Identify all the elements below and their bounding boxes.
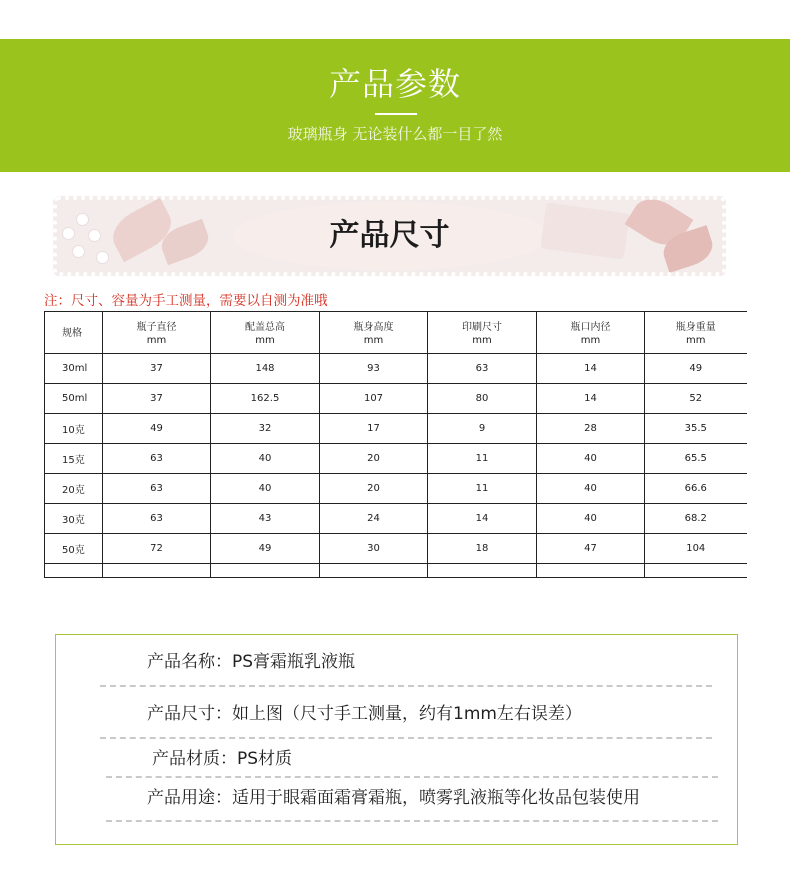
value-cell: 63 [103,474,211,504]
title-underline [375,113,417,115]
spec-cell: 15克 [45,444,103,474]
value-cell [645,564,747,578]
header-banner [0,39,790,172]
page-subtitle: 玻璃瓶身 无论装什么都一目了然 [287,125,503,143]
value-cell: 80 [428,384,537,414]
table-row [45,384,747,414]
product-usage: 产品用途：适用于眼霜面霜膏霜瓶，喷雾乳液瓶等化妆品包装使用 [147,788,640,808]
column-header: 规格 [45,312,103,354]
value-cell: 14 [537,384,645,414]
value-cell: 9 [428,414,537,444]
page-title: 产品参数 [328,65,461,103]
table-row [45,354,747,384]
value-cell: 20 [320,474,428,504]
value-cell: 37 [103,384,211,414]
table-row [45,504,747,534]
value-cell: 14 [537,354,645,384]
value-cell: 49 [645,354,747,384]
column-header: 瓶身重量 mm [645,312,747,354]
value-cell: 18 [428,534,537,564]
value-cell: 40 [211,444,320,474]
value-cell: 40 [537,444,645,474]
measurement-note: 注：尺寸、容量为手工测量，需要以自测为准哦 [44,293,328,309]
value-cell: 63 [428,354,537,384]
value-cell: 47 [537,534,645,564]
value-cell: 93 [320,354,428,384]
spec-cell: 50克 [45,534,103,564]
divider [106,820,718,822]
table-row [45,534,747,564]
divider [100,737,712,739]
value-cell: 72 [103,534,211,564]
spec-cell: 50ml [45,384,103,414]
spec-cell: 30ml [45,354,103,384]
divider [106,776,718,778]
value-cell: 40 [211,474,320,504]
product-material: 产品材质：PS材质 [152,749,293,769]
value-cell [537,564,645,578]
divider [100,685,712,687]
column-header: 配盖总高 mm [211,312,320,354]
value-cell: 65.5 [645,444,747,474]
value-cell [103,564,211,578]
value-cell: 68.2 [645,504,747,534]
table-row [45,444,747,474]
value-cell: 32 [211,414,320,444]
value-cell: 24 [320,504,428,534]
column-header: 瓶子直径 mm [103,312,211,354]
value-cell [211,564,320,578]
value-cell: 107 [320,384,428,414]
product-name: 产品名称：PS膏霜瓶乳液瓶 [147,652,356,672]
value-cell [320,564,428,578]
value-cell: 40 [537,474,645,504]
value-cell: 49 [103,414,211,444]
table-header-row [45,312,747,354]
value-cell: 49 [211,534,320,564]
column-header: 印刷尺寸 mm [428,312,537,354]
spec-cell [45,564,103,578]
value-cell: 63 [103,504,211,534]
spec-cell: 30克 [45,504,103,534]
value-cell: 14 [428,504,537,534]
value-cell: 28 [537,414,645,444]
value-cell: 40 [537,504,645,534]
product-size: 产品尺寸：如上图（尺寸手工测量，约有1mm左右误差） [147,704,582,724]
size-spec-table [44,311,747,578]
value-cell: 11 [428,474,537,504]
value-cell: 63 [103,444,211,474]
column-header: 瓶身高度 mm [320,312,428,354]
value-cell: 17 [320,414,428,444]
value-cell: 52 [645,384,747,414]
product-info-box [55,634,738,845]
value-cell: 37 [103,354,211,384]
section-banner [53,196,726,276]
column-header: 瓶口内径 mm [537,312,645,354]
value-cell: 11 [428,444,537,474]
value-cell: 35.5 [645,414,747,444]
value-cell: 162.5 [211,384,320,414]
spec-cell: 10克 [45,414,103,444]
value-cell: 30 [320,534,428,564]
value-cell: 20 [320,444,428,474]
table-row [45,474,747,504]
table-row [45,414,747,444]
value-cell: 66.6 [645,474,747,504]
value-cell [428,564,537,578]
section-title: 产品尺寸 [329,218,450,253]
value-cell: 104 [645,534,747,564]
spec-cell: 20克 [45,474,103,504]
value-cell: 148 [211,354,320,384]
table-row [45,564,747,578]
value-cell: 43 [211,504,320,534]
